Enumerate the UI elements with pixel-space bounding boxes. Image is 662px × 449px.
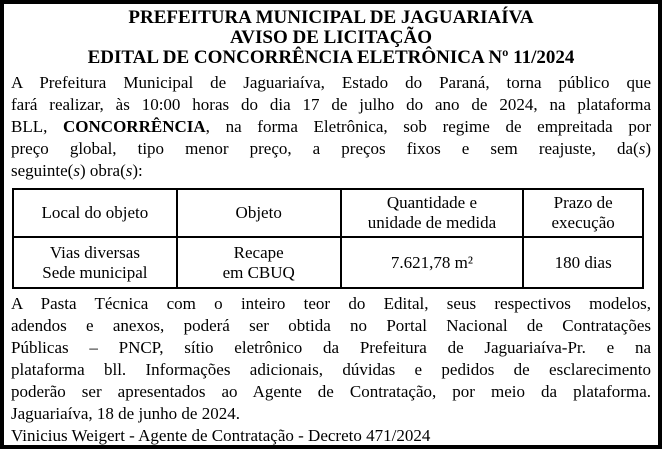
intro-line-1: A Prefeitura Municipal de Jaguariaíva, Estado do Paraná, torna público que: [11, 73, 651, 92]
cell-line: em CBUQ: [222, 262, 295, 282]
details-line-1: A Pasta Técnica com o inteiro teor do Edital, seus respectivos modelos,: [11, 294, 651, 313]
details-paragraph: [11, 293, 651, 403]
details-line-2: adendos e anexos, poderá ser obtida no Portal Nacional de Contratações: [11, 316, 651, 335]
intro-line-5: [11, 160, 651, 182]
title-line-entity: PREFEITURA MUNICIPAL DE JAGUARIAÍVA: [128, 7, 534, 28]
text-segment-bold: CONCORRÊNCIA: [63, 117, 206, 136]
details-line-5: poderão ser apresentados ao Agente de Contratação, por meio da plataforma.: [11, 382, 651, 401]
title-line-aviso: AVISO DE LICITAÇÃO: [229, 27, 432, 48]
signature-line: Vinicius Weigert - Agente de Contratação - Decreto 471/2024: [11, 426, 431, 445]
intro-line-2: fará realizar, às 10:00 horas do dia 17 de julho do ano de 2024, na plataforma: [11, 95, 651, 114]
text-segment: BLL,: [11, 117, 64, 136]
header-line: Objeto: [235, 203, 282, 222]
text-segment-italic: s: [73, 161, 80, 180]
text-segment-italic: s: [638, 139, 646, 158]
table-header-objeto: [177, 189, 341, 237]
cell-quantidade: 7.621,78 m²: [341, 237, 524, 288]
text-segment: , na forma Eletrônica, sob regime de empreitada por: [205, 117, 651, 136]
text-segment: preço global, tipo menor preço, a preços fixos e sem reajuste, da(: [11, 139, 639, 158]
objects-table: [12, 188, 644, 289]
details-line-3: Públicas – PNCP, sítio eletrônico da Prefeitura de Jaguariaíva-Pr. e na: [11, 338, 651, 357]
cell-line: Vias diversas: [49, 242, 140, 262]
cell-line: Sede municipal: [42, 262, 148, 282]
header-line: Local do objeto: [41, 203, 149, 222]
text-segment-italic: s: [125, 161, 133, 180]
text-segment: ): [645, 139, 651, 158]
header-line: Prazo de: [553, 193, 613, 212]
table-header-row: [13, 189, 643, 237]
header-line: execução: [551, 213, 615, 232]
title-line-edital: EDITAL DE CONCORRÊNCIA ELETRÔNICA Nº 11/2024: [87, 47, 575, 68]
text-segment: seguinte(: [11, 161, 74, 180]
header-line: unidade de medida: [367, 213, 497, 232]
table-header-local: [13, 189, 177, 237]
header-line: Quantidade e: [386, 193, 478, 212]
text-segment: ) obra(: [79, 161, 126, 180]
date-line: Jaguariaíva, 18 de junho de 2024.: [11, 404, 240, 423]
intro-paragraph: [11, 72, 651, 182]
cell-line: Recape: [233, 242, 284, 262]
table-header-quantidade: [341, 189, 524, 237]
intro-line-3: [11, 116, 651, 138]
table-header-prazo: [523, 189, 643, 237]
table-row: [13, 237, 643, 288]
cell-objeto: [177, 237, 341, 288]
document-title: [11, 8, 651, 68]
cell-local: [13, 237, 177, 288]
details-line-4: plataforma bll. Informações adicionais, dúvidas e pedidos de esclarecimento: [11, 360, 651, 379]
cell-prazo: 180 dias: [523, 237, 643, 288]
intro-line-4: [11, 138, 651, 160]
text-segment: ):: [132, 161, 143, 180]
